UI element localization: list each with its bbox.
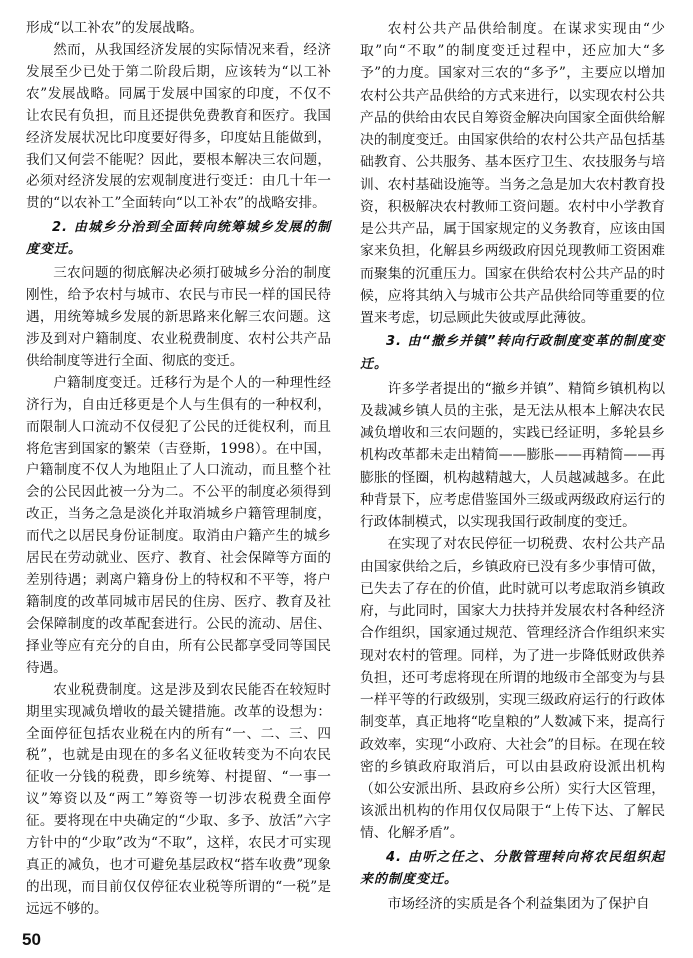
paragraph: 农村公共产品供给制度。在谋求实现由“少取”向“不取”的制度变迁过程中，还应加大“多予”的力度。国家对三农的“多予”，主要应以增加农村公共产品供给的方式来进行，以实现农村公共产品的供给由农民自筹资金解决向国家全面供给解决的制度变迁。由国家供给的农村公共产品包括基础教育、公共服务、基本医疗卫生、农技服务与培训、农村基础设施等。当务之急是加大农村教育投资，积极解决农村教师工资问题。农村中小学教育是公共产品，属于国家规定的义务教育，应该由国家来负担，化解县乡两级政府因兑现教师工资困难而聚集的沉重压力。国家在供给农村公共产品的时候，应将其纳入与城市公共产品供给同等重要的位置来考虑，切忌顾此失彼或厚此薄彼。 <box>360 21 665 327</box>
paragraph: 在实现了对农民停征一切税费、农村公共产品由国家供给之后，乡镇政府已没有多少事情可做，已失去了存在的价值，此时就可以考虑取消乡镇政府，与此同时，国家大力扶持并发展农村各种经济合作组织，国家通过规范、管理经济合作组织来实现对农村的管理。同样，为了进一步降低财政供养负担，还可考虑将现在所谓的地级市全部变为与县一样平等的行政级别，实现三级政府运行的行政体制变革，真正地将“吃皇粮的”人数减下来，提高行政效率，实现“小政府、大社会”的目标。在现在较密的乡镇政府取消后，可以由县政府设派出机构（如公安派出所、县政府乡公所）实行大区管理，该派出机构的作用仅仅局限于“上传下达、了解民情、化解矛盾”。 <box>360 536 665 842</box>
paragraph: 然而，从我国经济发展的实际情况来看，经济发展至少已处于第二阶段后期，应该转为“以工补农”发展战略。同属于发展中国家的印度，不仅不让农民有负担，而且还提供免费教育和医疗。我国经济发展状况比印度要好得多，印度姑且能做到，我们又何尝不能呢？因此，要根本解决三农问题，必须对经济发展的宏观制度进行变迁：由几十年一贯的“以农补工”全面转向“以工补农”的战略安排。 <box>26 41 331 212</box>
paragraph: 农业税费制度。这是涉及到农民能否在较短时期里实现减负增收的最关键措施。改革的设想为：全面停征包括农业税在内的所有“一、二、三、四税”，也就是由现在的多名义征收转变为不向农民征收一分钱的税费，即乡统筹、村提留、“一事一议”筹资以及“两工”筹资等一切涉农税费全面停征。要将现在中央确定的“少取、多予、放活”六字方针中的“少取”改为“不取”，这样，农民才可实现真正的减负，也才可避免基层政权“搭车收费”现象的出现，而目前仅仅停征农业税等所谓的“一税”是远远不够的。 <box>26 681 331 917</box>
paragraph: 许多学者提出的“撤乡并镇”、精简乡镇机构以及裁减乡镇人员的主张，是无法从根本上解决农民减负增收和三农问题的，实践已经证明，多轮县乡机构改革都未走出精简——膨胀——再精简——再膨胀的怪圈，机构越精越大，人员越减越多。在此种背景下，应考虑借鉴国外三级或两级政府运行的行政体制模式，以实现我国行政制度的变迁。 <box>360 380 665 531</box>
left-column <box>26 18 331 921</box>
section-heading: 3. 由“撤乡并镇”转向行政制度变革的制度变迁。 <box>360 334 665 372</box>
paragraph: 形成“以工补农”的发展战略。 <box>26 20 204 36</box>
paragraph: 户籍制度变迁。迁移行为是个人的一种理性经济行为，自由迁移更是个人与生俱有的一种权利，而限制人口流动不仅侵犯了公民的迁徙权利，而且将危害到国家的繁荣（吉登斯，1998）。在中国，户籍制度不仅人为地阻止了人口流动，而且整个社会的公民因此被一分为二。不公平的制度必须得到改正，当务之急是淡化并取消城乡户籍管理制度，而代之以居民身份证制度。取消由户籍产生的城乡居民在劳动就业、医疗、教育、社会保障等方面的差别待遇；剥离户籍身份上的特权和不平等，将户籍制度的改革同城市居民的住房、医疗、教育及社会保障制度的改革配套进行。公民的流动、居住、择业等应有充分的自由，所有公民都享受同等国民待遇。 <box>26 374 331 676</box>
section-heading: 2. 由城乡分治到全面转向统筹城乡发展的制度变迁。 <box>26 220 331 258</box>
paragraph: 市场经济的实质是各个利益集团为了保护自 <box>387 896 650 913</box>
paragraph: 三农问题的彻底解决必须打破城乡分治的制度刚性，给予农村与城市、农民与市民一样的国民待遇，用统筹城乡发展的新思路来化解三农问题。这涉及到对户籍制度、农业税费制度、农村公共产品供给制度等进行全面、彻底的变迁。 <box>26 265 331 369</box>
page-number: 50 <box>22 930 41 949</box>
section-heading: 4. 由听之任之、分散管理转向将农民组织起来的制度变迁。 <box>360 849 665 887</box>
right-column <box>360 18 665 915</box>
